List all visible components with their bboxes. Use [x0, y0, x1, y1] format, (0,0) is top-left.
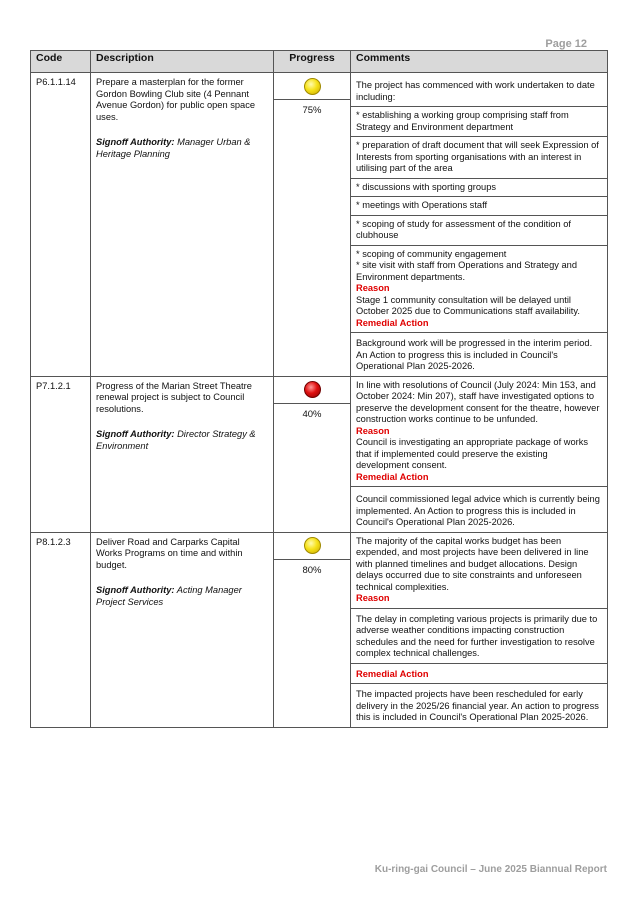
row-description — [91, 532, 274, 727]
comment-text: * scoping of community engagement — [356, 248, 507, 259]
signoff-value: Director Strategy & Environment — [96, 429, 256, 451]
signoff-authority — [96, 429, 268, 452]
remedial-label: Remedial Action — [356, 471, 429, 482]
remedial-text: Council commissioned legal advice which is currently being implemented. An Action to progress this is included in Council's Operational Plan 2025-2026. — [356, 494, 600, 527]
description-text: Deliver Road and Carparks Capital Works Programs on time and within budget. — [96, 536, 243, 570]
remedial-label: Remedial Action — [356, 668, 429, 679]
status-light-icon — [304, 381, 321, 398]
page-number: Page 12 — [545, 38, 587, 50]
status-light-icon — [304, 537, 321, 554]
row-comments — [351, 73, 608, 377]
header-description: Description — [91, 51, 274, 73]
header-code: Code — [31, 51, 91, 73]
reason-text: The delay in completing various projects is primarily due to adverse weather conditions impacting construction schedules and the need for further investigation to resolve complex technical challenges. — [356, 613, 598, 658]
comment-text: * meetings with Operations staff — [356, 200, 488, 210]
row-code: P8.1.2.3 — [31, 532, 91, 727]
progress-percent: 75% — [302, 105, 322, 116]
comment-text: The project has commenced with work undertaken to date including: — [356, 80, 595, 102]
row-description — [91, 73, 274, 377]
comment-text: * preparation of draft document that will seek Expression of Interests from sporting organisations with an interest in utilising part of the area — [356, 140, 599, 173]
status-light-icon — [304, 78, 321, 95]
table-row — [31, 532, 608, 727]
row-code: P6.1.1.14 — [31, 73, 91, 377]
description-text: Prepare a masterplan for the former Gordon Bowling Club site (4 Pennant Avenue Gordon) for public open space uses. — [96, 77, 256, 122]
page-footer: Ku-ring-gai Council – June 2025 Biannual Report — [374, 864, 607, 875]
row-progress — [274, 376, 351, 532]
table-header-row — [31, 51, 608, 73]
comment-text: * site visit with staff from Operations and Strategy and Environment departments. — [356, 260, 577, 282]
reason-text: Council is investigating an appropriate package of works that if implemented could preserve the existing development consent. — [356, 437, 589, 470]
progress-percent: 40% — [302, 408, 322, 420]
remedial-label: Remedial Action — [356, 317, 429, 328]
signoff-authority — [96, 137, 268, 160]
signoff-authority — [96, 585, 268, 608]
signoff-value: Manager Urban & Heritage Planning — [96, 137, 251, 159]
row-progress — [274, 73, 351, 377]
comment-text: In line with resolutions of Council (July 2024: Min 153, and October 2024: Min 207), staff have investigated options to preserve the development consent for the theatre, however construction works continue to be unfunded. — [356, 379, 600, 424]
reason-label: Reason — [356, 425, 390, 436]
description-text: Progress of the Marian Street Theatre renewal project is subject to Council resolutions. — [96, 380, 252, 414]
reason-label: Reason — [356, 593, 390, 603]
row-code: P7.1.2.1 — [31, 376, 91, 532]
signoff-value: Acting Manager Project Services — [96, 585, 242, 607]
comment-text: The majority of the capital works budget has been expended, and most projects have been delivered in line with planned timelines and budget allocations. Design delays occurred due to site constraints and unforeseen technical complexities. — [356, 535, 589, 592]
comment-text: * scoping of study for assessment of the condition of clubhouse — [356, 218, 571, 240]
remedial-text: The impacted projects have been rescheduled for early delivery in the 2025/26 financial year. An action to progress this is included in Council's Operational Plan 2025-2026. — [356, 689, 599, 722]
row-progress — [274, 532, 351, 727]
reason-label: Reason — [356, 283, 390, 293]
progress-table — [30, 50, 608, 728]
comment-text: * discussions with sporting groups — [356, 181, 497, 192]
table-row — [31, 376, 608, 532]
row-comments — [351, 532, 608, 727]
row-description — [91, 376, 274, 532]
signoff-label: Signoff Authority: — [96, 585, 175, 595]
signoff-label: Signoff Authority: — [96, 137, 175, 147]
row-comments — [351, 376, 608, 532]
remedial-text: Background work will be progressed in the interim period. An Action to progress this is included in Council's Operational Plan 2025-2026. — [356, 338, 593, 371]
progress-percent: 80% — [302, 564, 322, 576]
comment-text: * establishing a working group comprising staff from Strategy and Environment department — [356, 110, 569, 132]
header-comments: Comments — [351, 51, 608, 73]
header-progress: Progress — [274, 51, 351, 73]
table-row — [31, 73, 608, 377]
reason-text: Stage 1 community consultation will be delayed until October 2025 due to Communications staff availability. — [356, 294, 580, 316]
signoff-label: Signoff Authority: — [96, 429, 175, 439]
